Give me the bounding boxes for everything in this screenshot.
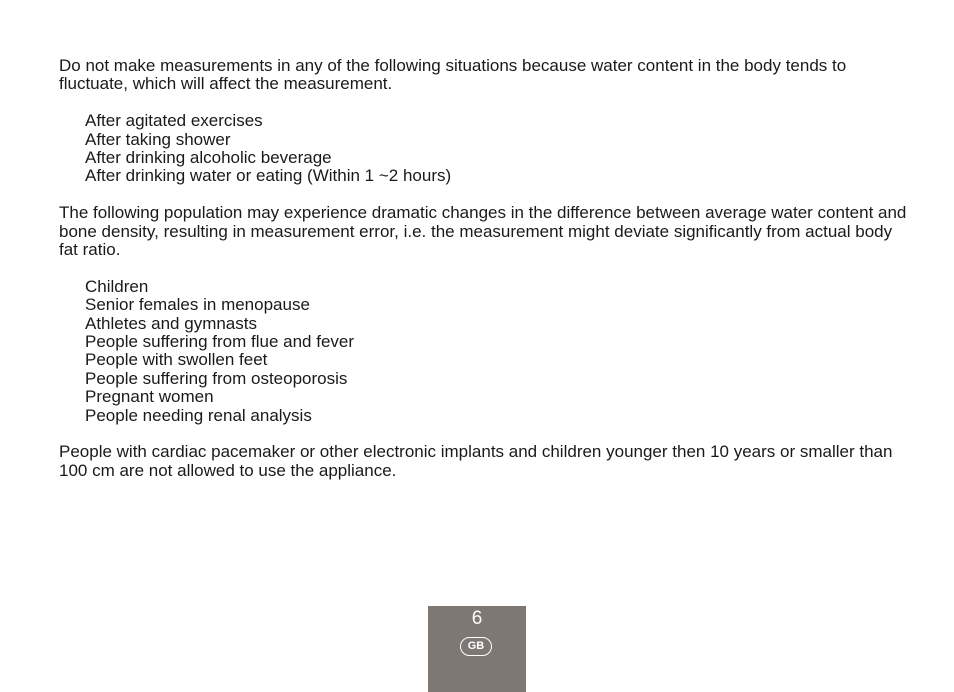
list-item: Senior females in menopause — [85, 295, 310, 315]
language-badge: GB — [460, 637, 492, 656]
list-item: People suffering from osteoporosis — [85, 368, 348, 388]
list-item: After taking shower — [85, 129, 231, 149]
warning-paragraph: People with cardiac pacemaker or other electronic implants and children younger then 10 years or smaller than 100 cm are not allowed to use the appliance. — [59, 442, 893, 480]
population-list — [59, 278, 909, 425]
population-paragraph: The following population may experience dramatic changes in the difference between average water content and bone density, resulting in measurement error, i.e. the measurement might deviate significantly from actual body fat ratio. — [59, 203, 907, 260]
list-item: People suffering from flue and fever — [85, 332, 355, 352]
list-item: After drinking water or eating (Within 1 ~2 hours) — [85, 166, 452, 186]
list-item: Children — [85, 276, 149, 296]
document-body — [59, 57, 909, 499]
list-item: Pregnant women — [85, 387, 214, 407]
intro-paragraph: Do not make measurements in any of the following situations because water content in the body tends to fluctuate, which will affect the measurement. — [59, 56, 847, 94]
list-item: People with swollen feet — [85, 350, 268, 370]
list-item: People needing renal analysis — [85, 405, 312, 425]
page-footer — [428, 606, 526, 692]
list-item: After agitated exercises — [85, 111, 263, 131]
list-item: Athletes and gymnasts — [85, 313, 257, 333]
page-number: 6 — [471, 608, 483, 629]
situations-list — [59, 112, 909, 186]
list-item: After drinking alcoholic beverage — [85, 148, 332, 168]
